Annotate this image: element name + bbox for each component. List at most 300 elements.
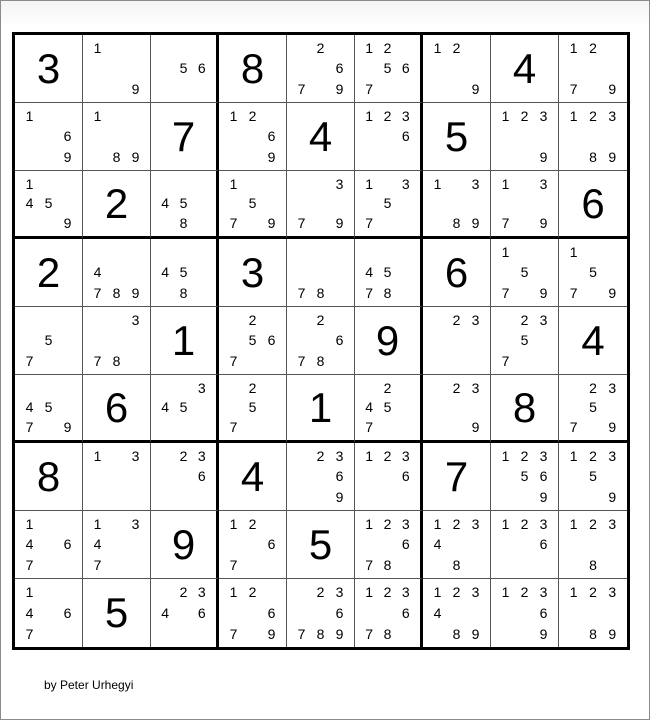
sudoku-cell-r8c6[interactable] — [355, 511, 423, 579]
candidate-digit: 9 — [539, 148, 548, 165]
candidate-digit: 1 — [229, 516, 238, 533]
candidate-digit: 8 — [112, 352, 121, 369]
candidate-digit: 8 — [383, 556, 392, 573]
candidate-digit: 7 — [25, 419, 34, 436]
candidate-digit: 2 — [452, 516, 461, 533]
candidate-digit: 3 — [197, 584, 206, 601]
sudoku-cell-r4c6[interactable] — [355, 239, 423, 307]
given-digit: 6 — [581, 179, 605, 227]
candidate-digit: 7 — [501, 284, 510, 301]
candidate-digit: 9 — [131, 148, 140, 165]
candidate-digit: 6 — [267, 604, 276, 621]
candidate-digit: 6 — [197, 604, 206, 621]
candidate-digit: 6 — [335, 468, 344, 485]
candidate-digit: 7 — [93, 284, 102, 301]
candidate-digit: 3 — [608, 108, 617, 125]
candidate-grid — [292, 174, 349, 233]
candidate-grid — [20, 174, 77, 233]
candidate-digit: 8 — [112, 148, 121, 165]
sudoku-cell-r4c2[interactable] — [83, 239, 151, 307]
sudoku-cell-r8c4[interactable] — [219, 511, 287, 579]
candidate-digit: 6 — [539, 604, 548, 621]
candidate-digit: 7 — [93, 352, 102, 369]
candidate-grid — [156, 582, 211, 644]
candidate-digit: 2 — [452, 379, 461, 396]
given-digit: 5 — [104, 589, 129, 636]
candidate-digit: 5 — [589, 264, 597, 281]
candidate-digit: 2 — [452, 312, 461, 329]
candidate-digit: 7 — [25, 625, 34, 642]
candidate-digit: 7 — [93, 556, 102, 573]
candidate-grid — [564, 446, 622, 507]
candidate-digit: 2 — [520, 516, 529, 533]
candidate-digit: 2 — [383, 448, 392, 465]
candidate-digit: 2 — [316, 584, 325, 601]
candidate-digit: 2 — [248, 108, 257, 125]
candidate-digit: 2 — [589, 40, 597, 57]
candidate-digit: 5 — [179, 60, 188, 77]
sudoku-cell-r5c7[interactable] — [423, 307, 491, 375]
candidate-grid — [88, 106, 145, 167]
candidate-digit: 3 — [131, 448, 140, 465]
candidate-grid — [428, 582, 485, 644]
given-digit: 4 — [581, 316, 605, 364]
candidate-grid — [564, 514, 622, 575]
candidate-grid — [428, 378, 485, 437]
candidate-grid — [360, 514, 415, 575]
candidate-digit: 6 — [267, 128, 276, 145]
candidate-digit: 6 — [63, 536, 72, 553]
candidate-digit: 7 — [365, 80, 374, 97]
candidate-digit: 3 — [539, 175, 548, 192]
candidate-digit: 5 — [383, 195, 392, 212]
sudoku-cell-r9c1[interactable] — [15, 579, 83, 647]
sudoku-cell-r2c5[interactable] — [287, 103, 355, 171]
sudoku-cell-r2c9[interactable] — [559, 103, 627, 171]
candidate-digit: 6 — [335, 332, 344, 349]
candidate-digit: 9 — [608, 488, 617, 505]
candidate-digit: 2 — [520, 448, 529, 465]
candidate-digit: 6 — [267, 536, 276, 553]
candidate-digit: 3 — [335, 584, 344, 601]
candidate-digit: 1 — [569, 516, 578, 533]
candidate-grid — [292, 582, 349, 644]
sudoku-cell-r5c9[interactable] — [559, 307, 627, 375]
candidate-digit: 2 — [179, 584, 188, 601]
candidate-digit: 9 — [471, 80, 480, 97]
sudoku-cell-r9c5[interactable] — [287, 579, 355, 647]
candidate-grid — [496, 242, 553, 303]
candidate-digit: 1 — [365, 448, 374, 465]
candidate-grid — [88, 242, 145, 303]
candidate-digit: 2 — [520, 312, 529, 329]
candidate-digit: 5 — [589, 399, 597, 416]
candidate-digit: 3 — [608, 379, 617, 396]
given-digit: 2 — [36, 248, 61, 296]
candidate-digit: 3 — [335, 448, 344, 465]
candidate-digit: 6 — [401, 468, 410, 485]
given-digit: 8 — [512, 383, 537, 431]
candidate-digit: 3 — [471, 584, 480, 601]
author-credit: by Peter Urhegyi — [44, 678, 134, 692]
sudoku-cell-r7c1[interactable] — [15, 443, 83, 511]
candidate-digit: 7 — [229, 419, 238, 436]
candidate-digit: 2 — [589, 379, 597, 396]
candidate-grid — [20, 310, 77, 371]
sudoku-cell-r5c5[interactable] — [287, 307, 355, 375]
candidate-digit: 4 — [161, 399, 170, 416]
sudoku-cell-r5c4[interactable] — [219, 307, 287, 375]
candidate-grid — [20, 514, 77, 575]
candidate-digit: 2 — [589, 448, 597, 465]
candidate-grid — [360, 106, 415, 167]
candidate-digit: 9 — [608, 625, 617, 642]
sudoku-cell-r7c9[interactable] — [559, 443, 627, 511]
candidate-digit: 8 — [316, 284, 325, 301]
sudoku-cell-r6c2[interactable] — [83, 375, 151, 443]
sudoku-cell-r3c3[interactable] — [151, 171, 219, 239]
given-digit: 6 — [104, 383, 129, 431]
sudoku-cell-r5c3[interactable] — [151, 307, 219, 375]
sudoku-cell-r3c5[interactable] — [287, 171, 355, 239]
given-digit: 4 — [512, 44, 537, 92]
sudoku-cell-r6c5[interactable] — [287, 375, 355, 443]
candidate-digit: 1 — [93, 108, 102, 125]
candidate-grid — [564, 582, 622, 644]
sudoku-board — [12, 32, 630, 650]
sudoku-cell-r3c6[interactable] — [355, 171, 423, 239]
candidate-grid — [88, 514, 145, 575]
candidate-grid — [428, 310, 485, 371]
given-digit: 8 — [36, 452, 61, 500]
candidate-digit: 6 — [197, 60, 206, 77]
candidate-digit: 1 — [229, 175, 238, 192]
sudoku-cell-r2c1[interactable] — [15, 103, 83, 171]
sudoku-cell-r5c6[interactable] — [355, 307, 423, 375]
candidate-digit: 1 — [25, 108, 34, 125]
candidate-grid — [292, 446, 349, 507]
candidate-digit: 3 — [539, 516, 548, 533]
candidate-digit: 9 — [539, 488, 548, 505]
candidate-grid — [156, 378, 211, 437]
candidate-digit: 7 — [297, 352, 306, 369]
given-digit: 4 — [308, 112, 333, 160]
sudoku-cell-r7c5[interactable] — [287, 443, 355, 511]
sudoku-cell-r6c3[interactable] — [151, 375, 219, 443]
sudoku-cell-r5c8[interactable] — [491, 307, 559, 375]
sudoku-cell-r4c7[interactable] — [423, 239, 491, 307]
candidate-digit: 1 — [501, 244, 510, 261]
candidate-digit: 9 — [335, 80, 344, 97]
candidate-digit: 3 — [197, 379, 206, 396]
sudoku-cell-r3c9[interactable] — [559, 171, 627, 239]
candidate-digit: 6 — [401, 60, 410, 77]
candidate-digit: 1 — [433, 584, 442, 601]
sudoku-cell-r7c2[interactable] — [83, 443, 151, 511]
candidate-grid — [292, 38, 349, 99]
candidate-digit: 2 — [520, 108, 529, 125]
candidate-digit: 9 — [63, 148, 72, 165]
candidate-digit: 4 — [365, 399, 374, 416]
sudoku-cell-r7c4[interactable] — [219, 443, 287, 511]
sudoku-cell-r1c2[interactable] — [83, 35, 151, 103]
candidate-digit: 9 — [267, 215, 276, 232]
candidate-digit: 1 — [25, 175, 34, 192]
candidate-grid — [224, 582, 281, 644]
candidate-digit: 5 — [44, 399, 53, 416]
sudoku-cell-r1c6[interactable] — [355, 35, 423, 103]
candidate-digit: 9 — [608, 148, 617, 165]
candidate-digit: 2 — [248, 312, 257, 329]
candidate-digit: 1 — [25, 584, 34, 601]
candidate-digit: 4 — [161, 195, 170, 212]
candidate-digit: 9 — [471, 419, 480, 436]
candidate-digit: 9 — [131, 284, 140, 301]
sudoku-cell-r1c9[interactable] — [559, 35, 627, 103]
sudoku-cell-r8c3[interactable] — [151, 511, 219, 579]
given-digit: 8 — [240, 44, 265, 92]
candidate-digit: 1 — [569, 584, 578, 601]
sudoku-cell-r4c9[interactable] — [559, 239, 627, 307]
sudoku-cell-r8c9[interactable] — [559, 511, 627, 579]
sudoku-cell-r9c2[interactable] — [83, 579, 151, 647]
sudoku-cell-r4c8[interactable] — [491, 239, 559, 307]
candidate-digit: 4 — [365, 264, 374, 281]
candidate-digit: 3 — [401, 108, 410, 125]
candidate-grid — [360, 38, 415, 99]
sudoku-cell-r8c5[interactable] — [287, 511, 355, 579]
candidate-digit: 2 — [248, 379, 257, 396]
candidate-grid — [360, 582, 415, 644]
sudoku-cell-r7c7[interactable] — [423, 443, 491, 511]
sudoku-cell-r8c8[interactable] — [491, 511, 559, 579]
candidate-digit: 1 — [93, 40, 102, 57]
sudoku-cell-r4c1[interactable] — [15, 239, 83, 307]
candidate-grid — [564, 242, 622, 303]
sudoku-cell-r3c1[interactable] — [15, 171, 83, 239]
candidate-digit: 8 — [179, 284, 188, 301]
candidate-digit: 4 — [25, 195, 34, 212]
candidate-digit: 2 — [316, 40, 325, 57]
sudoku-cell-r7c3[interactable] — [151, 443, 219, 511]
candidate-digit: 1 — [501, 584, 510, 601]
candidate-digit: 7 — [365, 215, 374, 232]
candidate-digit: 5 — [520, 264, 529, 281]
candidate-digit: 5 — [383, 264, 392, 281]
sudoku-cell-r8c2[interactable] — [83, 511, 151, 579]
sudoku-cell-r9c3[interactable] — [151, 579, 219, 647]
sudoku-cell-r2c6[interactable] — [355, 103, 423, 171]
candidate-digit: 5 — [383, 60, 392, 77]
sudoku-cell-r6c8[interactable] — [491, 375, 559, 443]
sudoku-cell-r4c5[interactable] — [287, 239, 355, 307]
given-digit: 3 — [240, 248, 265, 296]
candidate-digit: 8 — [112, 284, 121, 301]
sudoku-cell-r5c2[interactable] — [83, 307, 151, 375]
candidate-digit: 4 — [93, 536, 102, 553]
candidate-digit: 4 — [161, 604, 170, 621]
candidate-digit: 2 — [452, 584, 461, 601]
sudoku-cell-r3c4[interactable] — [219, 171, 287, 239]
candidate-digit: 1 — [229, 108, 238, 125]
sudoku-cell-r3c8[interactable] — [491, 171, 559, 239]
given-digit: 9 — [375, 316, 400, 364]
candidate-digit: 1 — [365, 108, 374, 125]
candidate-digit: 5 — [248, 195, 257, 212]
sudoku-cell-r2c2[interactable] — [83, 103, 151, 171]
candidate-digit: 3 — [401, 448, 410, 465]
sudoku-cell-r6c9[interactable] — [559, 375, 627, 443]
candidate-digit: 5 — [179, 264, 188, 281]
candidate-digit: 7 — [297, 284, 306, 301]
candidate-digit: 1 — [501, 108, 510, 125]
sudoku-cell-r9c8[interactable] — [491, 579, 559, 647]
candidate-digit: 1 — [93, 516, 102, 533]
sudoku-cell-r2c8[interactable] — [491, 103, 559, 171]
candidate-digit: 9 — [335, 625, 344, 642]
candidate-digit: 9 — [539, 215, 548, 232]
candidate-digit: 7 — [229, 352, 238, 369]
candidate-digit: 3 — [131, 516, 140, 533]
candidate-digit: 3 — [131, 312, 140, 329]
candidate-digit: 7 — [25, 352, 34, 369]
sudoku-cell-r9c9[interactable] — [559, 579, 627, 647]
given-digit: 1 — [171, 316, 196, 364]
candidate-digit: 9 — [471, 215, 480, 232]
candidate-digit: 5 — [248, 332, 257, 349]
candidate-digit: 2 — [383, 40, 392, 57]
candidate-digit: 9 — [608, 419, 617, 436]
candidate-digit: 9 — [335, 215, 344, 232]
candidate-digit: 6 — [401, 128, 410, 145]
sudoku-cell-r9c7[interactable] — [423, 579, 491, 647]
sudoku-cell-r2c7[interactable] — [423, 103, 491, 171]
sudoku-cell-r4c4[interactable] — [219, 239, 287, 307]
sudoku-cell-r1c4[interactable] — [219, 35, 287, 103]
candidate-digit: 7 — [501, 352, 510, 369]
given-digit: 5 — [308, 520, 333, 568]
candidate-digit: 7 — [297, 625, 306, 642]
candidate-digit: 3 — [471, 379, 480, 396]
candidate-grid — [360, 446, 415, 507]
candidate-digit: 2 — [316, 312, 325, 329]
sudoku-cell-r4c3[interactable] — [151, 239, 219, 307]
candidate-grid — [20, 582, 77, 644]
sudoku-cell-r2c4[interactable] — [219, 103, 287, 171]
sudoku-cell-r1c7[interactable] — [423, 35, 491, 103]
sudoku-cell-r9c6[interactable] — [355, 579, 423, 647]
sudoku-cell-r1c3[interactable] — [151, 35, 219, 103]
candidate-digit: 8 — [383, 625, 392, 642]
candidate-digit: 9 — [267, 625, 276, 642]
candidate-digit: 7 — [569, 419, 578, 436]
candidate-grid — [224, 106, 281, 167]
candidate-digit: 3 — [471, 312, 480, 329]
candidate-grid — [564, 38, 622, 99]
candidate-digit: 3 — [608, 516, 617, 533]
sudoku-cell-r8c1[interactable] — [15, 511, 83, 579]
candidate-digit: 6 — [539, 468, 548, 485]
sudoku-cell-r6c6[interactable] — [355, 375, 423, 443]
candidate-digit: 6 — [335, 60, 344, 77]
candidate-digit: 3 — [401, 175, 410, 192]
candidate-digit: 8 — [452, 556, 461, 573]
candidate-digit: 7 — [569, 284, 578, 301]
candidate-digit: 2 — [248, 516, 257, 533]
given-digit: 7 — [444, 452, 469, 500]
candidate-grid — [496, 514, 553, 575]
candidate-digit: 6 — [401, 604, 410, 621]
candidate-digit: 7 — [229, 556, 238, 573]
sudoku-cell-r6c1[interactable] — [15, 375, 83, 443]
candidate-grid — [360, 242, 415, 303]
sudoku-cell-r1c1[interactable] — [15, 35, 83, 103]
candidate-grid — [156, 446, 211, 507]
sudoku-cell-r1c8[interactable] — [491, 35, 559, 103]
candidate-digit: 7 — [501, 215, 510, 232]
candidate-digit: 1 — [569, 40, 578, 57]
candidate-digit: 2 — [520, 584, 529, 601]
sudoku-cell-r8c7[interactable] — [423, 511, 491, 579]
candidate-grid — [496, 582, 553, 644]
candidate-digit: 4 — [433, 604, 442, 621]
candidate-grid — [428, 38, 485, 99]
sudoku-cell-r9c4[interactable] — [219, 579, 287, 647]
candidate-digit: 5 — [179, 195, 188, 212]
sudoku-cell-r3c2[interactable] — [83, 171, 151, 239]
candidate-grid — [156, 174, 211, 233]
candidate-digit: 5 — [179, 399, 188, 416]
candidate-digit: 7 — [229, 625, 238, 642]
candidate-digit: 8 — [316, 625, 325, 642]
given-digit: 2 — [104, 179, 129, 227]
candidate-digit: 2 — [452, 40, 461, 57]
candidate-grid — [224, 310, 281, 371]
candidate-digit: 9 — [539, 625, 548, 642]
given-digit: 5 — [444, 112, 469, 160]
sudoku-cell-r2c3[interactable] — [151, 103, 219, 171]
candidate-digit: 7 — [365, 284, 374, 301]
sudoku-cell-r1c5[interactable] — [287, 35, 355, 103]
candidate-digit: 1 — [569, 108, 578, 125]
candidate-digit: 3 — [608, 448, 617, 465]
candidate-grid — [564, 378, 622, 437]
candidate-digit: 2 — [179, 448, 188, 465]
candidate-digit: 6 — [335, 604, 344, 621]
candidate-digit: 9 — [608, 80, 617, 97]
candidate-digit: 9 — [63, 419, 72, 436]
candidate-digit: 1 — [569, 244, 578, 261]
sudoku-cell-r3c7[interactable] — [423, 171, 491, 239]
candidate-digit: 5 — [248, 399, 257, 416]
sudoku-cell-r6c7[interactable] — [423, 375, 491, 443]
given-digit: 4 — [240, 452, 265, 500]
candidate-grid — [88, 310, 145, 371]
candidate-grid — [496, 106, 553, 167]
candidate-grid — [224, 378, 281, 437]
candidate-digit: 1 — [501, 516, 510, 533]
candidate-digit: 4 — [161, 264, 170, 281]
sudoku-cell-r6c4[interactable] — [219, 375, 287, 443]
candidate-digit: 7 — [365, 419, 374, 436]
given-digit: 1 — [308, 383, 333, 431]
sudoku-cell-r7c6[interactable] — [355, 443, 423, 511]
sudoku-cell-r7c8[interactable] — [491, 443, 559, 511]
candidate-digit: 3 — [401, 584, 410, 601]
sudoku-cell-r5c1[interactable] — [15, 307, 83, 375]
candidate-digit: 6 — [63, 604, 72, 621]
candidate-digit: 1 — [433, 175, 442, 192]
